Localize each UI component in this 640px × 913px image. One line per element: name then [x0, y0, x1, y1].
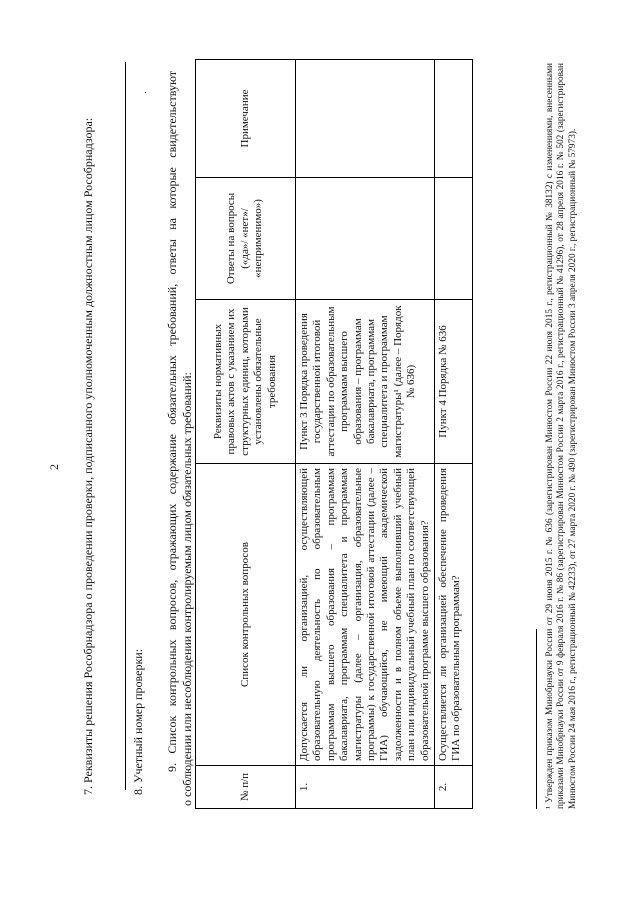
- page-number: 2: [47, 464, 61, 470]
- header-answers: Ответы на вопросы («да»/ «нет»/ «неприменимо»): [196, 178, 296, 300]
- row-1-note[interactable]: [296, 60, 435, 178]
- header-requisites: Реквизиты нормативных правовых актов с указанием их структурных единиц, которыми установлены обязательные требования: [196, 300, 296, 464]
- footnote-text: ¹ Утвержден приказом Минобрнауки России от 29 июня 2015 г. № 636 (зарегистрирован Минюстом России 22 июля 2015 г., регистрационный № 38132) с изменениями, внесенными приказами Минобрнауки России от 9 февраля 2016 г. № 86 (зарегистрирован Минюстом России 2 марта 2016 г., регистрационный № 41296), от 28 апреля 2016 г. № 502 (зарегистрирован Минюстом России 24 мая 2016 г., регистрационный № 42233), от 27 марта 2020 г. № 490 (зарегистрирован Минюстом России 3 апреля 2020 г., регистрационный № 57973).: [545, 63, 578, 809]
- row-1-question: Допускается ли организацией, осуществляющей образовательную деятельность по образовательным программам высшего образования – программам бакалавриата, программам специалитета и программам магистратуры (далее – организация, образовательные программы) к государственной итоговой аттестации (далее – ГИА) обучающийся, не имеющий академической задолженности и в полном объеме выполнивший учебный план или индивидуальный учебный план по соответствующей образовательной программе высшего образования?: [296, 464, 435, 766]
- row-2-answer[interactable]: [435, 178, 473, 300]
- item-9-line-1: 9. Список контрольных вопросов, отражающих содержание обязательных требований, ответы на которые свидетельствуют: [165, 71, 179, 772]
- header-questions: Список контрольных вопросов: [196, 464, 296, 766]
- item-8-text: 8. Учетный номер проверки:: [131, 648, 145, 795]
- item-7-line: [125, 62, 126, 790]
- row-1-requisite: Пункт 3 Порядка проведения государственной итоговой аттестации по образовательным программам высшего образования – программам бакалавриата, программам специалитета и программам магистратуры¹ (далее – Порядок № 636): [296, 300, 435, 464]
- row-1-num: 1.: [296, 766, 435, 809]
- header-num: № п/п: [196, 766, 296, 809]
- row-2-question: Осуществляется ли организацией обеспечение проведения ГИА по образовательным программам?: [435, 464, 473, 766]
- item-7-underline: [145, 92, 146, 93]
- header-note: Примечание: [196, 60, 296, 178]
- footnote-separator: [536, 629, 537, 809]
- table-header-row: [196, 60, 296, 809]
- row-1-answer[interactable]: [296, 178, 435, 300]
- row-2-num: 2.: [435, 766, 473, 809]
- row-2-requisite: Пункт 4 Порядка № 636: [435, 300, 473, 464]
- checklist-table: [195, 59, 473, 809]
- table-row: [435, 60, 473, 809]
- table-row: [296, 60, 435, 809]
- item-7-text: 7. Реквизиты решения Рособрнадзора о проведении проверки, подписанного уполномоченным должностным лицом Рособрнадзора:: [81, 117, 95, 795]
- row-2-note[interactable]: [435, 60, 473, 178]
- item-9-line-2: о соблюдении или несоблюдении контролируемым лицом обязательных требований:: [180, 372, 194, 806]
